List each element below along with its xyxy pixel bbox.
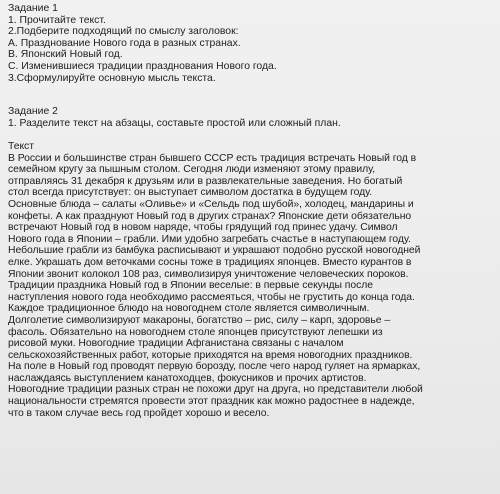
task-2-item: 1. Разделите текст на абзацы, составьте простой или сложный план. [8,117,341,129]
text-line: елке. Украшать дом веточками сосны тоже в традициях японцев. Вместо курантов в [8,256,412,268]
task-1-title: Задание 1 [8,3,58,14]
task-2-block [8,106,341,129]
text-line: что в таком случае весь год пройдет хорошо и весело. [8,407,270,419]
text-line: Основные блюда – салаты «Оливье» и «Сельдь под шубой», холодец, мандарины и [8,198,414,210]
text-line: наслаждаясь выступлением канатоходцев, фокусников и прочих артистов. [8,372,367,384]
text-line: рисовой муки. Новогодние традиции Афганистана связаны с началом [8,338,344,350]
task-1-item: С. Изменившиеся традиции празднования Нового года. [8,60,277,72]
text-line: наступления нового года необходимо рассмеяться, чтобы не грустить до конца года. [8,291,415,303]
text-line: стол всегда присутствует: он выступает символом достатка в будущем году. [8,187,373,199]
text-line: встречают Новый год в новом наряде, чтобы грядущий год принес удачу. Символ [8,222,398,234]
text-line: сельскохозяйственных работ, которые приходятся на время новогодних праздников. [8,349,413,361]
task-1-item: 1. Прочитайте текст. [8,14,106,26]
text-block [8,141,423,419]
text-line: На поле в Новый год проводят первую борозду, после чего народ гуляет на ярмарках, [8,361,421,373]
text-title: Текст [8,141,34,152]
text-line: Долголетие символизируют макароны, богатство – рис, силу – карп, здоровье – [8,314,391,326]
text-line: национальности стремятся провести этот праздник как можно радостнее в надежде, [8,396,415,408]
task-1-item: В. Японский Новый год. [8,49,123,61]
text-line: Каждое традиционное блюдо на новогоднем столе является символичным. [8,303,370,315]
text-line: конфеты. А как празднуют Новый год в других странах? Японские дети обязательно [8,210,412,222]
text-line: фасоль. Обязательно на новогоднем столе японцев присутствуют лепешки из [8,326,383,338]
task-1-block [8,3,277,84]
text-line: отправляясь 31 декабря к друзьям или в развлекательные заведения. Но богатый [8,175,403,187]
task-2-title: Задание 2 [8,106,58,117]
text-line: Японии звонит колокол 108 раз, символизируя уничтожение человеческих пороков. [8,268,409,280]
text-line: Нового года в Японии – грабли. Ими удобно загребать счастье в наступающем году. [8,233,411,245]
text-line: Небольшие грабли из бамбука расписывают и украшают подобно русской новогодней [8,245,421,257]
text-line: семейном кругу за пышным столом. Сегодня люди изменяют этому правилу, [8,164,376,176]
text-line: В России и большинстве стран бывшего СССР есть традиция встречать Новый год в [8,152,417,164]
task-1-item: 2.Подберите подходящий по смыслу заголовок: [8,26,239,38]
text-body [8,153,423,420]
task-1-item: 3.Сформулируйте основную мысль текста. [8,72,216,84]
text-line: Новогодние традиции разных стран не похожи друг на друга, но представители любой [8,384,423,396]
text-line: Традиции праздника Новый год в Японии веселые: в первые секунды после [8,280,373,292]
task-1-item: А. Празднование Нового года в разных странах. [8,37,241,49]
